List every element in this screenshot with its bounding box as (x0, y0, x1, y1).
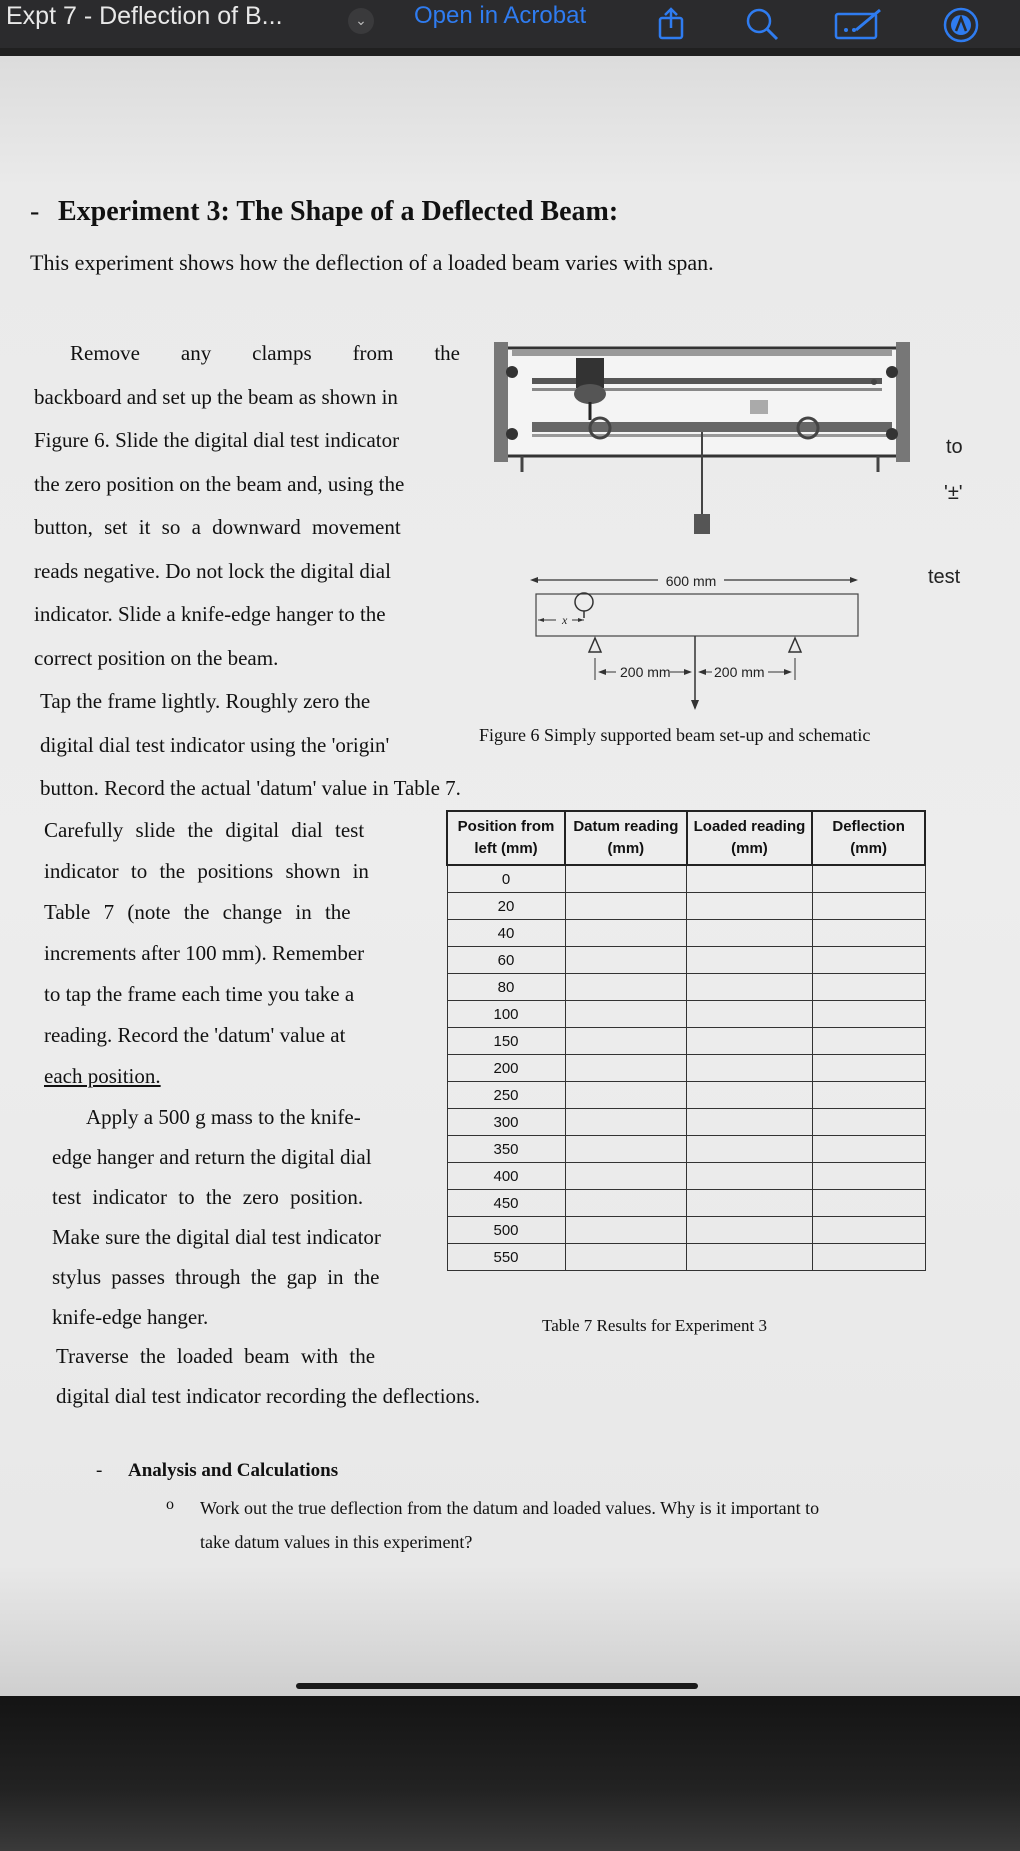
procedure-paragraph-4 (52, 1097, 424, 1337)
empty-cell[interactable] (687, 893, 813, 920)
text-line: reads negative. Do not lock the digital dial (34, 558, 391, 583)
side-fragment-pm: '±' (944, 482, 963, 504)
empty-cell[interactable] (812, 947, 925, 974)
bullet-marker: o (166, 1496, 174, 1513)
empty-cell[interactable] (812, 920, 925, 947)
empty-cell[interactable] (687, 1217, 813, 1244)
empty-cell[interactable] (687, 1109, 813, 1136)
table-row (447, 1217, 925, 1244)
position-cell: 100 (447, 1001, 565, 1028)
table-caption: Table 7 Results for Experiment 3 (542, 1316, 767, 1335)
empty-cell[interactable] (565, 1028, 687, 1055)
span-label: 600 mm (665, 573, 717, 589)
share-icon[interactable] (656, 6, 686, 40)
empty-cell[interactable] (687, 1163, 813, 1190)
chevron-down-icon[interactable]: ⌄ (348, 8, 374, 34)
analysis-dash: - (96, 1460, 103, 1481)
text-line: each position. (44, 1064, 161, 1088)
table-row (447, 974, 925, 1001)
empty-cell[interactable] (812, 1244, 925, 1271)
text-line: to tap the frame each time you take a (44, 982, 355, 1006)
text-word: Remove (70, 341, 140, 365)
table-row (447, 1028, 925, 1055)
table-row (447, 1190, 925, 1217)
empty-cell[interactable] (565, 1109, 687, 1136)
empty-cell[interactable] (812, 974, 925, 1001)
empty-cell[interactable] (565, 974, 687, 1001)
table-header-row (447, 811, 925, 865)
document-title[interactable]: Expt 7 - Deflection of B... (6, 2, 283, 30)
position-cell: 350 (447, 1136, 565, 1163)
empty-cell[interactable] (565, 1190, 687, 1217)
position-cell: 200 (447, 1055, 565, 1082)
top-toolbar (0, 0, 1020, 48)
open-in-acrobat-button[interactable]: Open in Acrobat (414, 2, 587, 29)
empty-cell[interactable] (812, 865, 925, 893)
empty-cell[interactable] (687, 1028, 813, 1055)
position-cell: 550 (447, 1244, 565, 1271)
section-heading: Experiment 3: The Shape of a Deflected Beam: (58, 196, 619, 227)
empty-cell[interactable] (687, 1001, 813, 1028)
position-cell: 150 (447, 1028, 565, 1055)
empty-cell[interactable] (565, 1244, 687, 1271)
table-row (447, 1082, 925, 1109)
beam-schematic-diagram (528, 560, 868, 710)
beam-apparatus-photo (492, 336, 912, 536)
position-cell: 250 (447, 1082, 565, 1109)
empty-cell[interactable] (812, 1001, 925, 1028)
table-row (447, 1001, 925, 1028)
text-line: Carefully slide the digital dial test (44, 818, 365, 842)
text-line: Apply a 500 g mass to the knife- (86, 1105, 361, 1129)
markup-icon[interactable] (942, 6, 980, 44)
text-line: the zero position on the beam and, using the (34, 471, 405, 496)
table-row (447, 865, 925, 893)
empty-cell[interactable] (565, 865, 687, 893)
empty-cell[interactable] (687, 920, 813, 947)
text-word: any (180, 341, 212, 365)
empty-cell[interactable] (812, 1136, 925, 1163)
text-word: from (352, 341, 394, 365)
text-line: Table 7 (note the change in the (44, 900, 351, 924)
results-table (446, 810, 926, 1271)
x-label: x (562, 613, 568, 627)
empty-cell[interactable] (565, 1163, 687, 1190)
text-line: stylus passes through the gap in the (52, 1265, 380, 1289)
empty-cell[interactable] (687, 974, 813, 1001)
analysis-heading: Analysis and Calculations (128, 1460, 339, 1481)
heading-dash: - (30, 196, 40, 227)
table-row (447, 1244, 925, 1271)
column-header: Datum reading (mm) (565, 811, 687, 865)
empty-cell[interactable] (812, 1055, 925, 1082)
bottom-area (0, 1696, 1020, 1851)
position-cell: 40 (447, 920, 565, 947)
empty-cell[interactable] (687, 1190, 813, 1217)
empty-cell[interactable] (812, 1190, 925, 1217)
text-line: reading. Record the 'datum' value at (44, 1023, 346, 1047)
position-cell: 20 (447, 893, 565, 920)
annotate-icon[interactable] (834, 6, 884, 40)
empty-cell[interactable] (812, 1163, 925, 1190)
empty-cell[interactable] (565, 1055, 687, 1082)
text-line: test indicator to the zero position. (52, 1185, 364, 1209)
home-indicator[interactable] (296, 1683, 698, 1689)
procedure-paragraph-3 (44, 810, 420, 1097)
empty-cell[interactable] (565, 893, 687, 920)
empty-cell[interactable] (812, 1028, 925, 1055)
position-cell: 0 (447, 865, 565, 893)
text-line: edge hanger and return the digital dial (52, 1145, 372, 1169)
right-span-label: 200 mm (714, 664, 765, 680)
empty-cell[interactable] (565, 1136, 687, 1163)
text-line: button, set it so a downward movement (34, 515, 401, 539)
text-line: backboard and set up the beam as shown in (34, 384, 398, 409)
analysis-question-line-1: Work out the true deflection from the datum and loaded values. Why is it important to (200, 1498, 820, 1518)
text-line: Figure 6. Slide the digital dial test indicator (34, 428, 400, 452)
empty-cell[interactable] (565, 947, 687, 974)
table-row (447, 893, 925, 920)
text-line: knife-edge hanger. (52, 1305, 209, 1329)
table-row (447, 920, 925, 947)
side-fragment-to: to (946, 436, 963, 458)
text-line: Tap the frame lightly. Roughly zero the (40, 689, 371, 713)
empty-cell[interactable] (687, 1136, 813, 1163)
empty-cell[interactable] (565, 920, 687, 947)
position-cell: 300 (447, 1109, 565, 1136)
search-icon[interactable] (744, 6, 780, 42)
empty-cell[interactable] (687, 1244, 813, 1271)
figure-caption: Figure 6 Simply supported beam set-up and schematic (479, 725, 871, 745)
empty-cell[interactable] (565, 1217, 687, 1244)
table-row (447, 1136, 925, 1163)
intro-text: This experiment shows how the deflection of a loaded beam varies with span. (30, 250, 714, 275)
position-cell: 450 (447, 1190, 565, 1217)
empty-cell[interactable] (687, 865, 813, 893)
empty-cell[interactable] (687, 947, 813, 974)
text-line: increments after 100 mm). Remember (44, 941, 365, 965)
table-row (447, 947, 925, 974)
empty-cell[interactable] (565, 1082, 687, 1109)
text-line: correct position on the beam. (34, 645, 279, 670)
empty-cell[interactable] (812, 1109, 925, 1136)
empty-cell[interactable] (565, 1001, 687, 1028)
position-cell: 400 (447, 1163, 565, 1190)
empty-cell[interactable] (687, 1082, 813, 1109)
table-row (447, 1109, 925, 1136)
text-line: Traverse the loaded beam with the (56, 1344, 376, 1368)
text-line: digital dial test indicator recording the deflections. (56, 1384, 480, 1408)
left-span-label: 200 mm (620, 664, 671, 680)
position-cell: 60 (447, 947, 565, 974)
column-header: Deflection (mm) (812, 811, 925, 865)
table-row (447, 1163, 925, 1190)
empty-cell[interactable] (687, 1055, 813, 1082)
position-cell: 80 (447, 974, 565, 1001)
column-header: Loaded reading (mm) (687, 811, 813, 865)
empty-cell[interactable] (812, 1082, 925, 1109)
column-header: Position from left (mm) (447, 811, 565, 865)
empty-cell[interactable] (812, 1217, 925, 1244)
table-row (447, 1055, 925, 1082)
position-cell: 500 (447, 1217, 565, 1244)
analysis-question-line-2: take datum values in this experiment? (200, 1532, 473, 1552)
text-line: indicator. Slide a knife-edge hanger to the (34, 602, 386, 626)
text-line: button. Record the actual 'datum' value in Table 7. (40, 776, 461, 800)
text-line: indicator to the positions shown in (44, 859, 369, 883)
text-line: Make sure the digital dial test indicator (52, 1225, 381, 1249)
text-word: clamps (252, 341, 312, 365)
text-line: digital dial test indicator using the 'origin' (40, 732, 390, 757)
procedure-paragraph-1 (34, 332, 460, 680)
empty-cell[interactable] (812, 893, 925, 920)
side-fragment-test: test (928, 566, 961, 588)
text-word: the (434, 341, 460, 365)
procedure-paragraph-5 (56, 1336, 536, 1416)
